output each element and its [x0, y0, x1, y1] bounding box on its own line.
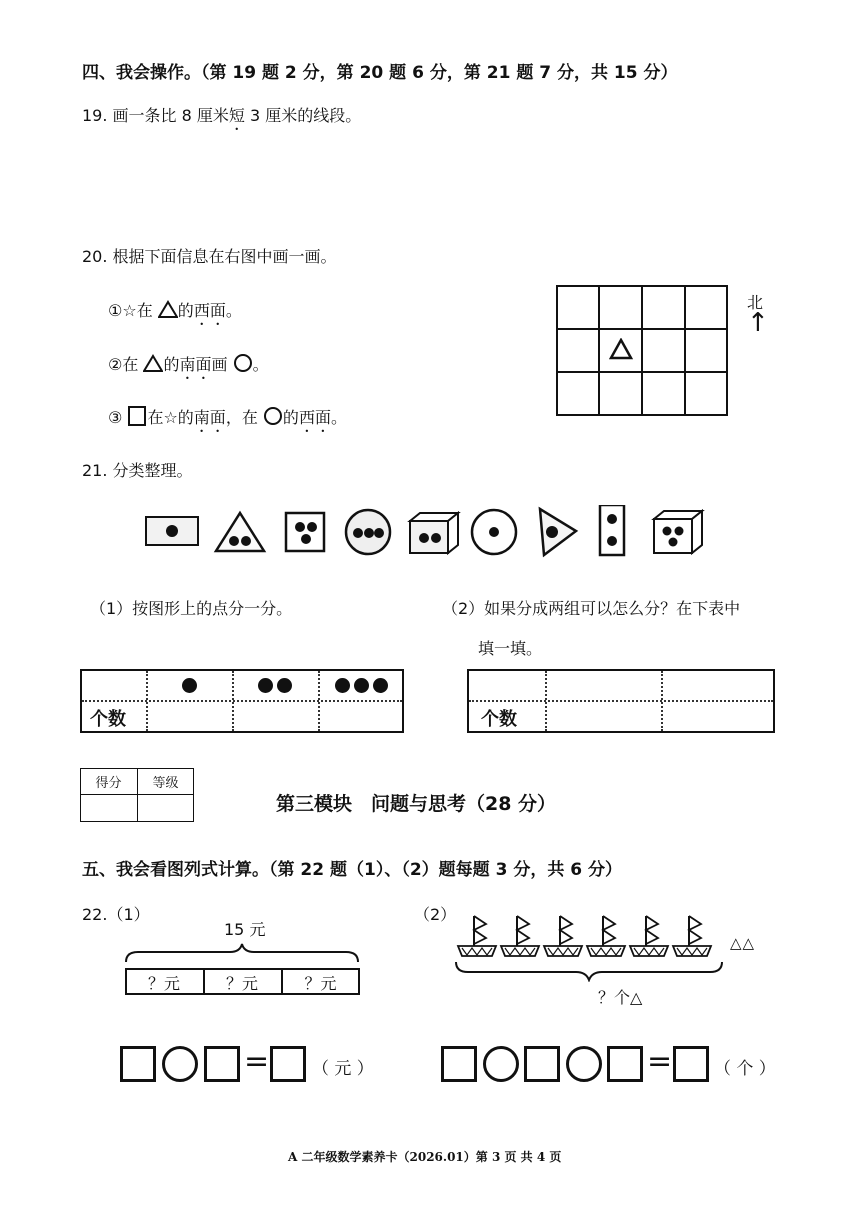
segment-3: ？元 [304, 974, 337, 993]
q21-sub2-line1: （2）如果分成两组可以怎么分？在下表中 [442, 599, 741, 618]
shapes-row [140, 505, 710, 560]
answer-box-2[interactable] [204, 1046, 240, 1082]
tall-rectangle-two-dots-icon [600, 505, 624, 555]
q19-post: 3 厘米的线段。 [244, 106, 362, 125]
direction-grid [556, 285, 728, 416]
q20-item3-emph2: 西面 [298, 408, 331, 427]
q20-prompt: 20. 根据下面信息在右图中画一画。 [82, 247, 337, 266]
q21-prompt: 21. 分类整理。 [82, 461, 193, 480]
section4-heading: 四、我会操作。（第 19 题 2 分，第 20 题 6 分，第 21 题 7 分，共 15 分） [82, 63, 678, 83]
q20-item2-emph: 南面 [179, 355, 212, 374]
equals-sign-1: = [244, 1044, 270, 1079]
result-box-2[interactable] [673, 1046, 709, 1082]
grade-label: 等级 [152, 776, 179, 791]
cube-two-dots-icon [410, 513, 458, 553]
extra-triangles: △△ [730, 934, 756, 952]
rectangle-one-dot-icon [146, 517, 198, 545]
q20-item1-c: 。 [225, 301, 242, 320]
three-dots-header [318, 675, 404, 694]
brace-bottom [454, 958, 724, 982]
sailboat-icon [673, 916, 711, 956]
q20-item3-emph1: 南面 [193, 408, 226, 427]
q20-item2-b: 的 [163, 355, 180, 374]
q20-item2-a: ②在 [108, 355, 139, 374]
sailboat-icon [544, 916, 582, 956]
circle-icon [233, 353, 253, 373]
total-label: 15 元 [224, 920, 266, 939]
q19-pre: 19. 画一条比 8 厘米 [82, 106, 229, 125]
q20-item1-b: 的 [177, 301, 194, 320]
triangle-icon [158, 300, 178, 318]
one-dot-header [146, 675, 232, 694]
section5-heading: 五、我会看图列式计算。（第 22 题（1）、（2）题每题 3 分，共 6 分） [82, 860, 622, 880]
square-three-dots-icon [286, 513, 324, 551]
grid-lines [556, 285, 728, 416]
score-box [80, 768, 194, 822]
operator-circle-2[interactable] [483, 1046, 519, 1082]
q20-item1-emph: 西面 [193, 301, 226, 320]
page-footer: A 二年级数学素养卡（2026.01）第 3 页 共 4 页 [288, 1150, 562, 1164]
dot-count-table [80, 669, 404, 733]
q21-sub2-line2: 填一填。 [478, 639, 543, 658]
cube-three-dots-icon [654, 511, 702, 553]
sailboat-icon [458, 916, 496, 956]
q20-item3-d: 的 [282, 408, 299, 427]
q20-item3 [108, 405, 347, 436]
triangle-one-dot-icon [540, 509, 576, 555]
score-label: 得分 [95, 776, 122, 791]
circle-one-dot-icon [472, 510, 516, 554]
operator-circle-1[interactable] [162, 1046, 198, 1082]
q20-item3-a: ③ [108, 408, 123, 427]
triangle-icon [609, 338, 633, 360]
operator-circle-3[interactable] [566, 1046, 602, 1082]
circle-icon [263, 406, 283, 426]
q20-item1 [108, 298, 242, 329]
triangle-icon [143, 354, 163, 372]
q20-item2-c: 画 [211, 355, 228, 374]
segment-bar [125, 968, 360, 995]
q20-item3-c: ，在 [225, 408, 258, 427]
sailboats-row [452, 912, 762, 960]
q22-part2-number: （2） [414, 905, 457, 924]
equals-sign-2: = [647, 1044, 673, 1079]
q20-item3-b: 在☆的 [147, 408, 194, 427]
table2-row-label: 个数 [481, 709, 517, 730]
brace-label: ？个△ [598, 988, 643, 1007]
unit-yuan: （ 元 ） [312, 1059, 374, 1079]
table1-row-label: 个数 [90, 709, 126, 730]
answer-box-1[interactable] [120, 1046, 156, 1082]
q20-item3-e: 。 [330, 408, 347, 427]
brace-top [124, 942, 360, 966]
module3-title: 第三模块 问题与思考（28 分） [276, 793, 557, 815]
q19-emph: 短 [228, 106, 245, 125]
sailboat-icon [630, 916, 668, 956]
answer-box-5[interactable] [607, 1046, 643, 1082]
unit-ge: （ 个 ） [714, 1059, 776, 1079]
square-icon [127, 405, 147, 427]
answer-box-4[interactable] [524, 1046, 560, 1082]
two-group-table [467, 669, 775, 733]
q21-sub1: （1）按图形上的点分一分。 [90, 599, 293, 618]
sailboat-icon [587, 916, 625, 956]
circle-three-dots-icon [346, 510, 390, 554]
result-box-1[interactable] [270, 1046, 306, 1082]
q22-number: 22.（1） [82, 905, 150, 924]
q20-item2-d: 。 [252, 355, 269, 374]
answer-box-3[interactable] [441, 1046, 477, 1082]
q19-text [82, 103, 361, 134]
segment-2: ？元 [225, 974, 258, 993]
north-arrow-icon: ↑ [747, 308, 769, 338]
north-label: 北 [747, 293, 764, 312]
triangle-two-dots-icon [216, 513, 264, 551]
q20-item1-a: ①☆在 [108, 301, 153, 320]
q20-item2 [108, 352, 269, 383]
two-dots-header [232, 675, 318, 694]
sailboat-icon [501, 916, 539, 956]
segment-1: ？元 [147, 974, 180, 993]
